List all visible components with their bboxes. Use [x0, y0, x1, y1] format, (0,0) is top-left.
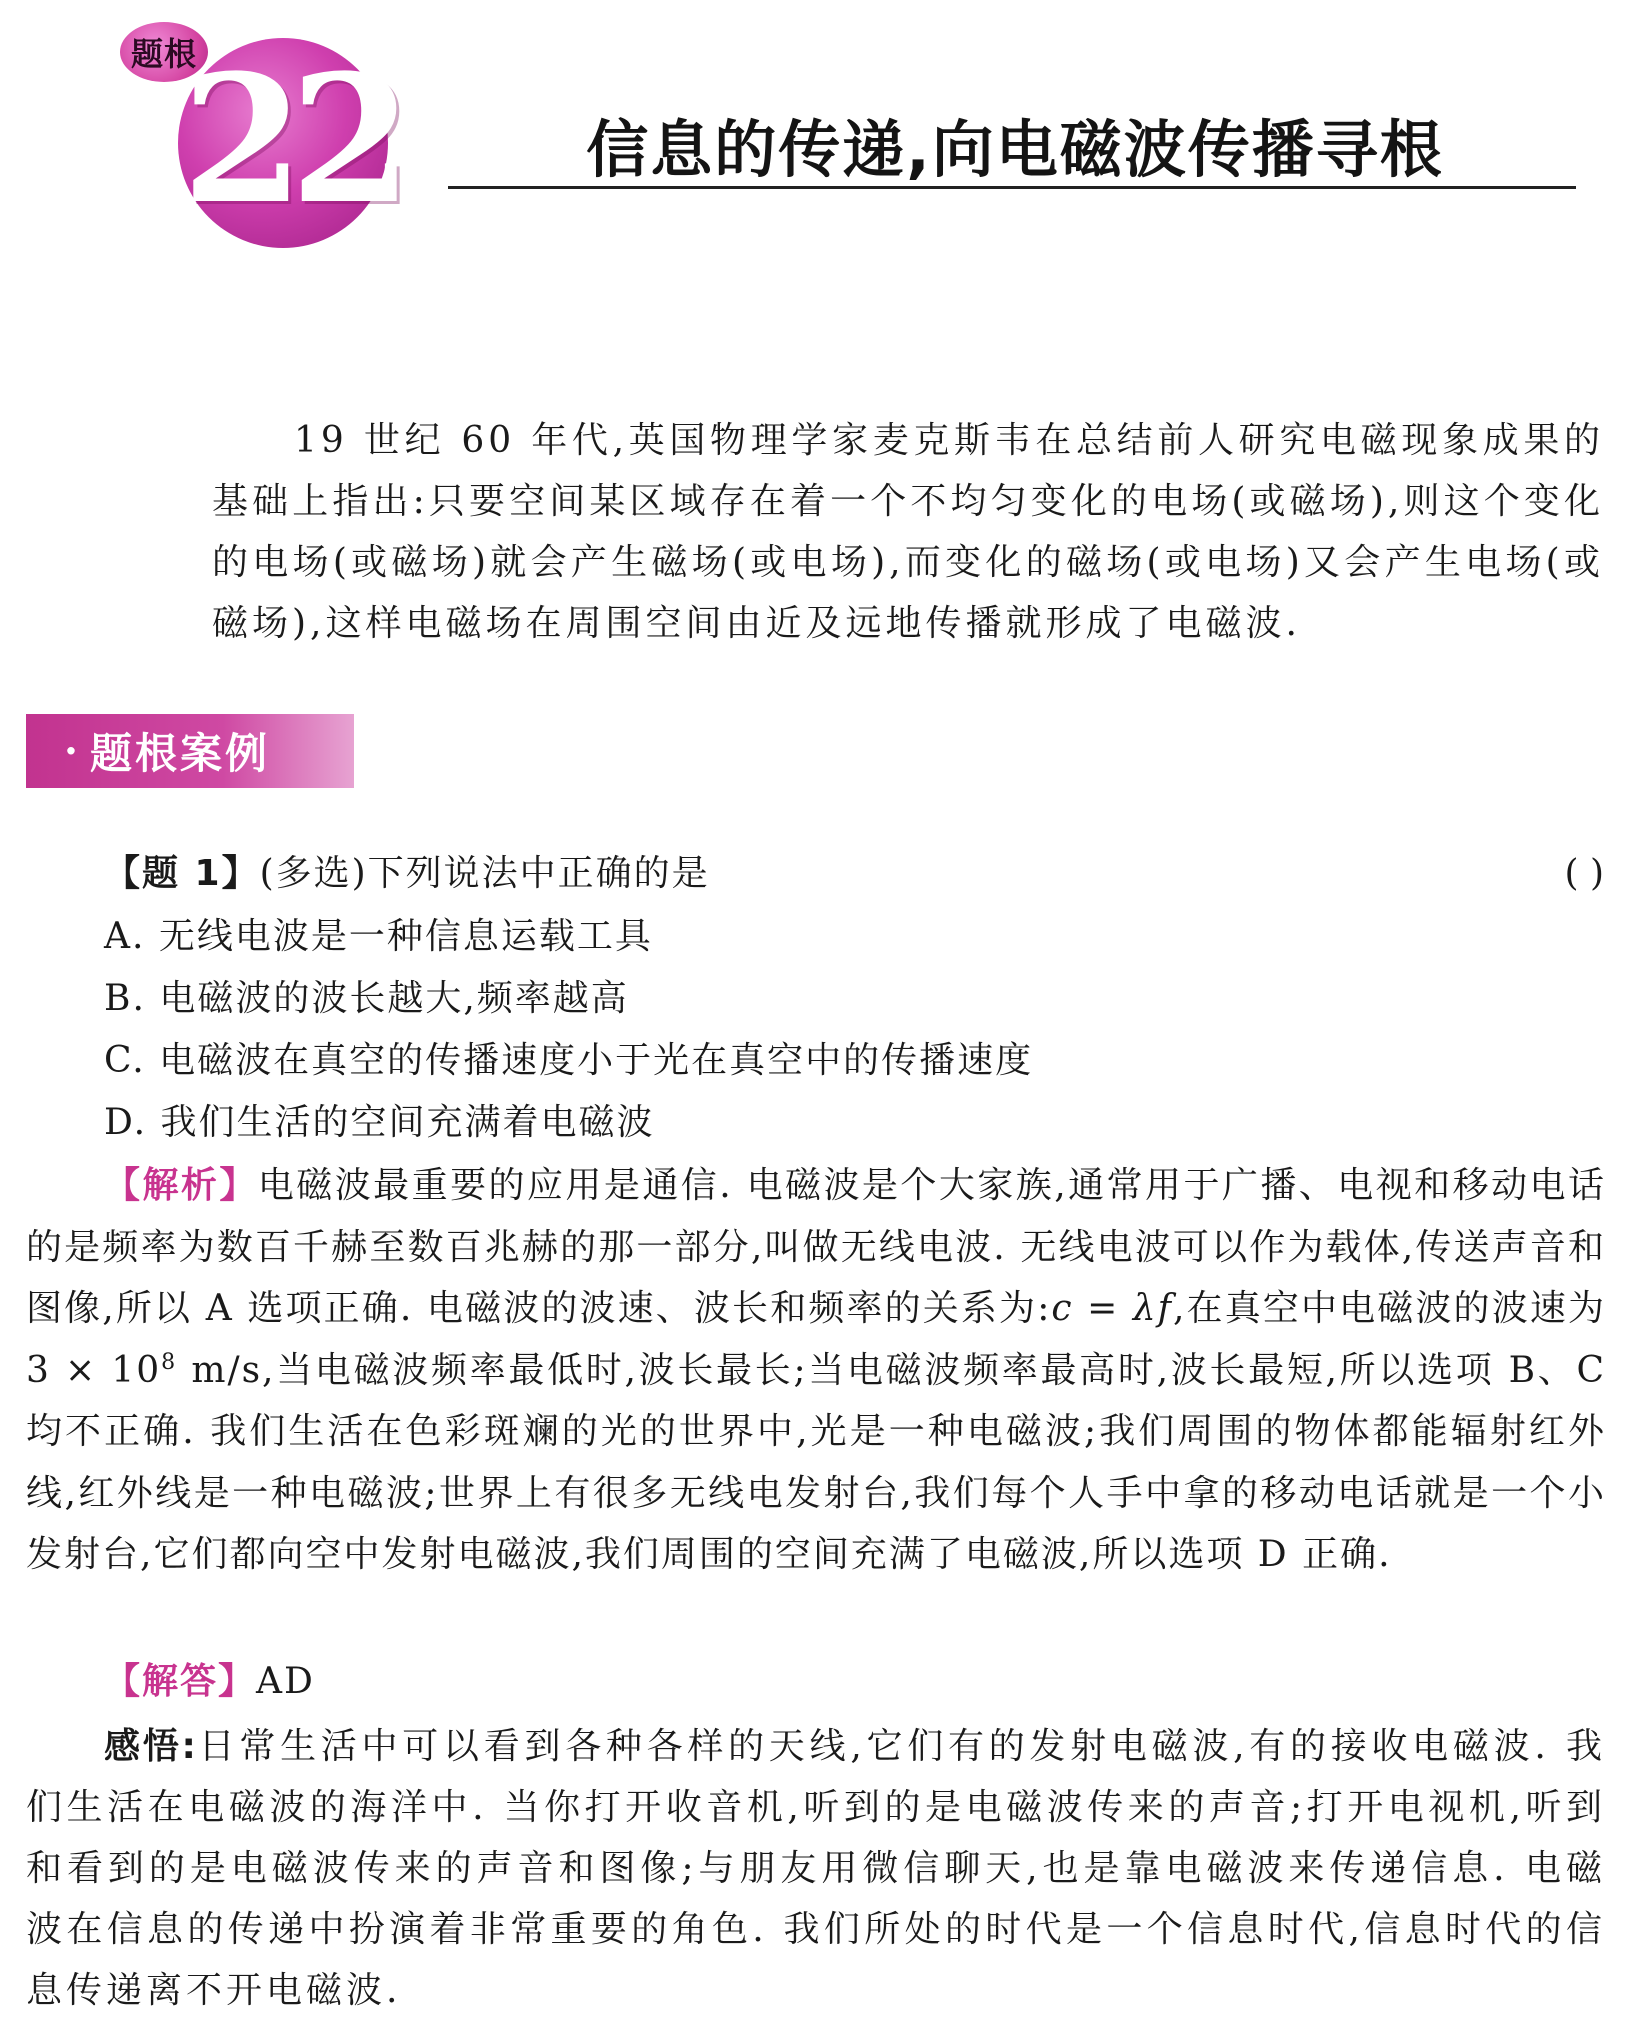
option-c: C. 电磁波在真空的传播速度小于光在真空中的传播速度	[104, 1040, 1034, 1081]
answer-line	[104, 1654, 315, 1710]
section-title: 题根案例	[89, 729, 270, 778]
chapter-number: 22	[181, 36, 399, 243]
analysis-text-1: 电磁波最重要的应用是通信. 电磁波是个大家族,通常用于广播、电视和移动电话的是频率为数百千赫至数百兆赫的那一部分,叫做无线电波. 无线电波可以作为载体,传送声音和图像,所以 A 选项正确. 电磁波的波速、波长和频率的关系为:	[26, 1165, 1606, 1329]
options-list	[104, 906, 1604, 1154]
answer-value: AD	[256, 1661, 315, 1702]
page-title: 信息的传递,向电磁波传播寻根	[586, 113, 1444, 186]
title-underline	[448, 186, 1576, 189]
option-b: B. 电磁波的波长越大,频率越高	[104, 978, 629, 1019]
insight-paragraph	[26, 1716, 1606, 2021]
intro-paragraph: 19 世纪 60 年代,英国物理学家麦克斯韦在总结前人研究电磁现象成果的基础上指出:只要空间某区域存在着一个不均匀变化的电场(或磁场),则这个变化的电场(或磁场)就会产生磁场(或电场),而变化的磁场(或电场)又会产生电场(或磁场),这样电磁场在周围空间由近及远地传播就形成了电磁波.	[212, 420, 1604, 644]
insight-text: 日常生活中可以看到各种各样的天线,它们有的发射电磁波,有的接收电磁波. 我们生活在电磁波的海洋中. 当你打开收音机,听到的是电磁波传来的声音;打开电视机,听到和看到的是电磁波传来的声音和图像;与朋友用微信聊天,也是靠电磁波来传递信息. 电磁波在信息的传递中扮演着非常重要的角色. 我们所处的时代是一个信息时代,信息时代的信息传递离不开电磁波.	[26, 1726, 1606, 2011]
analysis-text-2: ,在真空中电磁波的波速为 3 × 10	[26, 1288, 1606, 1391]
insight-tag: 感悟:	[104, 1726, 198, 1767]
option-d: D. 我们生活的空间充满着电磁波	[104, 1102, 655, 1143]
section-banner	[26, 714, 354, 788]
analysis-text-3: m/s,当电磁波频率最低时,波长最长;当电磁波频率最高时,波长最短,所以选项 B、C 均不正确. 我们生活在色彩斑斓的光的世界中,光是一种电磁波;我们周围的物体都能辐射红外线,红外线是一种电磁波;世界上有很多无线电发射台,我们每个人手中拿的移动电话就是一个小发射台,它们都向空中发射电磁波,我们周围的空间充满了电磁波,所以选项 D 正确.	[26, 1349, 1607, 1575]
exponent: 8	[161, 1349, 178, 1375]
answer-blank: ( )	[1564, 853, 1604, 894]
question-stem	[104, 846, 1604, 902]
analysis-tag: 【解析】	[104, 1165, 258, 1206]
question-tag: 【题 1】	[104, 853, 260, 894]
wave-formula: c = λf	[1051, 1288, 1173, 1329]
section-bullet: ·	[64, 727, 78, 775]
question-text: (多选)下列说法中正确的是	[259, 853, 710, 894]
chapter-badge-label: 题根	[130, 35, 197, 73]
answer-tag: 【解答】	[104, 1661, 257, 1702]
analysis-paragraph	[26, 1155, 1606, 1586]
option-a: A. 无线电波是一种信息运载工具	[104, 916, 653, 957]
